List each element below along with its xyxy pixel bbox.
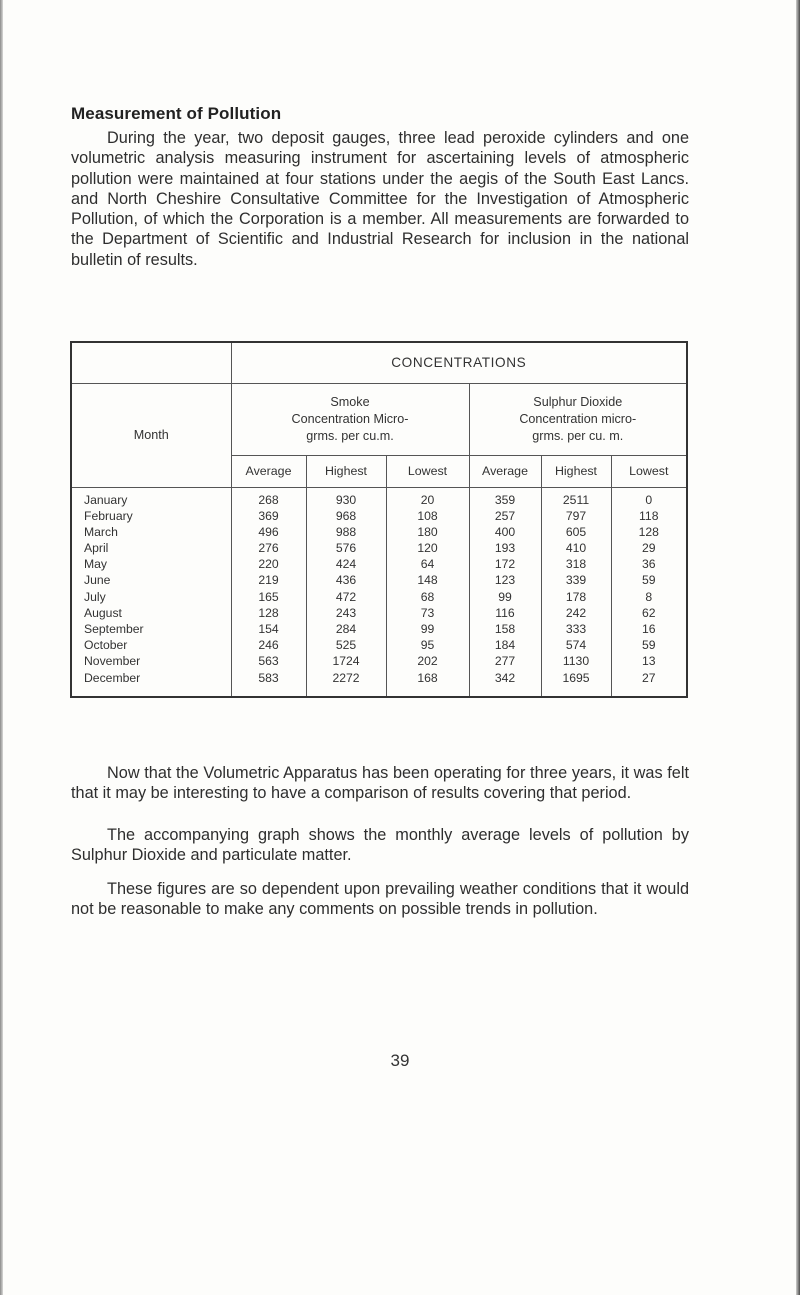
month-header: Month bbox=[71, 383, 231, 487]
table-cell-smoke-avg: 496 bbox=[258, 524, 279, 539]
table-cell-so2-avg: 359 bbox=[494, 492, 516, 507]
page-heading: Measurement of Pollution bbox=[71, 104, 282, 123]
table-cell-smoke-high: 243 bbox=[335, 605, 357, 620]
intro-paragraph: During the year, two deposit gauges, three lead peroxide cylinders and one volumetric analysis measuring instrument for ascertaining levels of atmospheric pollution were maintained at four stations under the aegis of the South East Lancs. and North Cheshire Consultative Committee for the Investigation of Atmospheric Pollution, of which the Corporation is a member. All measurements are forwarded to the Department of Scientific and Industrial Research for inclusion in the national bulletin of results. bbox=[71, 129, 689, 269]
table-cell-so2-low: 36 bbox=[641, 557, 656, 572]
table-cell-smoke-avg: 563 bbox=[258, 654, 279, 669]
table-cell-smoke-high: 424 bbox=[335, 557, 357, 572]
table-cell-smoke-low: 20 bbox=[420, 492, 435, 507]
month-column bbox=[71, 487, 231, 697]
table-cell-so2-high: 410 bbox=[565, 541, 587, 556]
table-cell-so2-high: 1130 bbox=[562, 654, 590, 669]
concentrations-table-container bbox=[70, 341, 686, 746]
table-cell-smoke-low: 95 bbox=[420, 638, 435, 653]
table-body-row bbox=[71, 487, 687, 697]
table-cell-so2-low: 16 bbox=[641, 622, 656, 636]
table-cell-month: January bbox=[84, 492, 128, 507]
table-cell-so2-avg: 184 bbox=[494, 638, 516, 653]
table-cell-so2-avg: 99 bbox=[498, 589, 512, 604]
table-cell-smoke-low: 99 bbox=[420, 622, 435, 636]
page-number: 39 bbox=[390, 1051, 410, 1070]
table-cell-smoke-avg: 220 bbox=[258, 557, 279, 572]
table-cell-so2-low: 59 bbox=[641, 638, 656, 653]
table-cell-smoke-low: 168 bbox=[417, 670, 438, 685]
smoke-average-header: Average bbox=[231, 455, 306, 487]
table-cell-so2-low: 8 bbox=[645, 589, 653, 604]
table-cell-smoke-high: 968 bbox=[335, 508, 357, 523]
table-cell-month: June bbox=[84, 573, 111, 588]
table-cell-smoke-high: 2272 bbox=[332, 670, 360, 685]
smoke-lowest-column bbox=[386, 487, 469, 697]
table-cell-smoke-high: 576 bbox=[335, 541, 357, 556]
table-cell-month: September bbox=[84, 622, 144, 636]
table-cell-so2-avg: 193 bbox=[494, 541, 516, 556]
table-cell-smoke-low: 64 bbox=[420, 557, 435, 572]
corner-cell bbox=[71, 342, 231, 383]
smoke-header-line-2: Concentration Micro- bbox=[291, 411, 409, 426]
so2-lowest-header: Lowest bbox=[611, 455, 687, 487]
smoke-average-column bbox=[231, 487, 306, 697]
table-cell-smoke-high: 436 bbox=[335, 573, 357, 588]
smoke-highest-column bbox=[306, 487, 386, 697]
table-cell-so2-low: 59 bbox=[641, 573, 656, 588]
concentrations-title: CONCENTRATIONS bbox=[231, 342, 687, 383]
table-cell-month: July bbox=[84, 589, 106, 604]
table-cell-month: February bbox=[84, 508, 133, 523]
table-cell-smoke-high: 525 bbox=[335, 638, 357, 653]
table-cell-month: August bbox=[84, 605, 122, 620]
table-cell-so2-high: 1695 bbox=[562, 670, 590, 685]
table-cell-month: March bbox=[84, 524, 118, 539]
table-cell-month: May bbox=[84, 557, 108, 572]
table-cell-so2-high: 605 bbox=[565, 524, 587, 539]
so2-average-header: Average bbox=[469, 455, 541, 487]
table-cell-so2-low: 29 bbox=[641, 541, 656, 556]
table-cell-smoke-high: 988 bbox=[335, 524, 357, 539]
table-cell-smoke-avg: 246 bbox=[258, 638, 279, 653]
table-cell-so2-high: 318 bbox=[565, 557, 587, 572]
table-cell-month: October bbox=[84, 638, 128, 653]
table-cell-smoke-high: 472 bbox=[335, 589, 357, 604]
table-cell-smoke-low: 148 bbox=[417, 573, 438, 588]
table-cell-month: December bbox=[84, 670, 141, 685]
table-cell-smoke-low: 120 bbox=[417, 541, 438, 556]
table-cell-smoke-high: 930 bbox=[335, 492, 357, 507]
table-cell-so2-avg: 257 bbox=[494, 508, 516, 523]
smoke-header-line-1: Smoke bbox=[330, 394, 370, 409]
table-cell-so2-low: 13 bbox=[641, 654, 656, 669]
table-cell-so2-high: 797 bbox=[565, 508, 587, 523]
table-cell-smoke-avg: 128 bbox=[258, 605, 279, 620]
smoke-lowest-header: Lowest bbox=[386, 455, 469, 487]
table-cell-smoke-avg: 165 bbox=[258, 589, 279, 604]
smoke-highest-header: Highest bbox=[306, 455, 386, 487]
table-cell-so2-high: 2511 bbox=[562, 492, 590, 507]
smoke-header-line-3: grms. per cu.m. bbox=[306, 428, 394, 443]
so2-highest-column bbox=[541, 487, 611, 697]
table-cell-so2-avg: 116 bbox=[495, 605, 515, 620]
table-cell-smoke-avg: 276 bbox=[258, 541, 279, 556]
table-cell-smoke-low: 108 bbox=[417, 508, 438, 523]
table-cell-smoke-low: 73 bbox=[420, 605, 435, 620]
table-cell-so2-avg: 277 bbox=[494, 654, 516, 669]
so2-header-line-3: grms. per cu. m. bbox=[532, 428, 624, 443]
paragraph-comparison: Now that the Volumetric Apparatus has been operating for three years, it was felt that it may be interesting to have a comparison of results covering that period. bbox=[71, 764, 689, 803]
page-edge-left bbox=[0, 0, 3, 1295]
paragraph-graph: The accompanying graph shows the monthly average levels of pollution by Sulphur Dioxide and particulate matter. bbox=[71, 826, 689, 865]
table-cell-so2-low: 27 bbox=[641, 670, 656, 685]
table-cell-smoke-avg: 268 bbox=[258, 492, 279, 507]
table-cell-smoke-high: 1724 bbox=[332, 654, 360, 669]
table-cell-so2-avg: 172 bbox=[494, 557, 516, 572]
table-cell-so2-low: 0 bbox=[645, 492, 653, 507]
table-cell-so2-avg: 123 bbox=[494, 573, 516, 588]
so2-average-column bbox=[469, 487, 541, 697]
table-cell-smoke-low: 180 bbox=[417, 524, 438, 539]
table-cell-so2-high: 333 bbox=[565, 622, 587, 636]
table-cell-so2-low: 62 bbox=[641, 605, 656, 620]
paragraph-trends: These figures are so dependent upon prevailing weather conditions that it would not be reasonable to make any comments on possible trends in pollution. bbox=[71, 880, 689, 919]
table-cell-so2-avg: 342 bbox=[494, 670, 516, 685]
table-cell-so2-low: 128 bbox=[638, 524, 659, 539]
so2-lowest-column bbox=[611, 487, 687, 697]
table-cell-smoke-low: 68 bbox=[420, 589, 435, 604]
table-cell-month: April bbox=[84, 541, 109, 556]
table-cell-so2-high: 242 bbox=[565, 605, 587, 620]
table-cell-smoke-avg: 219 bbox=[258, 573, 279, 588]
so2-header-line-2: Concentration micro- bbox=[519, 411, 637, 426]
so2-highest-header: Highest bbox=[541, 455, 611, 487]
table-cell-smoke-avg: 154 bbox=[258, 622, 279, 636]
table-cell-so2-low: 118 bbox=[639, 508, 659, 523]
table-cell-so2-avg: 400 bbox=[494, 524, 516, 539]
smoke-group-header bbox=[231, 383, 469, 455]
table-cell-smoke-avg: 583 bbox=[258, 670, 279, 685]
table-cell-smoke-avg: 369 bbox=[258, 508, 279, 523]
so2-header-line-1: Sulphur Dioxide bbox=[533, 394, 623, 409]
table-cell-smoke-high: 284 bbox=[335, 622, 357, 636]
table-cell-month: November bbox=[84, 654, 141, 669]
so2-group-header bbox=[469, 383, 687, 455]
table-cell-smoke-low: 202 bbox=[417, 654, 438, 669]
table-cell-so2-high: 339 bbox=[565, 573, 587, 588]
table-cell-so2-high: 178 bbox=[565, 589, 587, 604]
concentrations-table bbox=[70, 341, 688, 698]
page-edge-right bbox=[796, 0, 800, 1295]
table-cell-so2-high: 574 bbox=[565, 638, 587, 653]
table-cell-so2-avg: 158 bbox=[494, 622, 516, 636]
